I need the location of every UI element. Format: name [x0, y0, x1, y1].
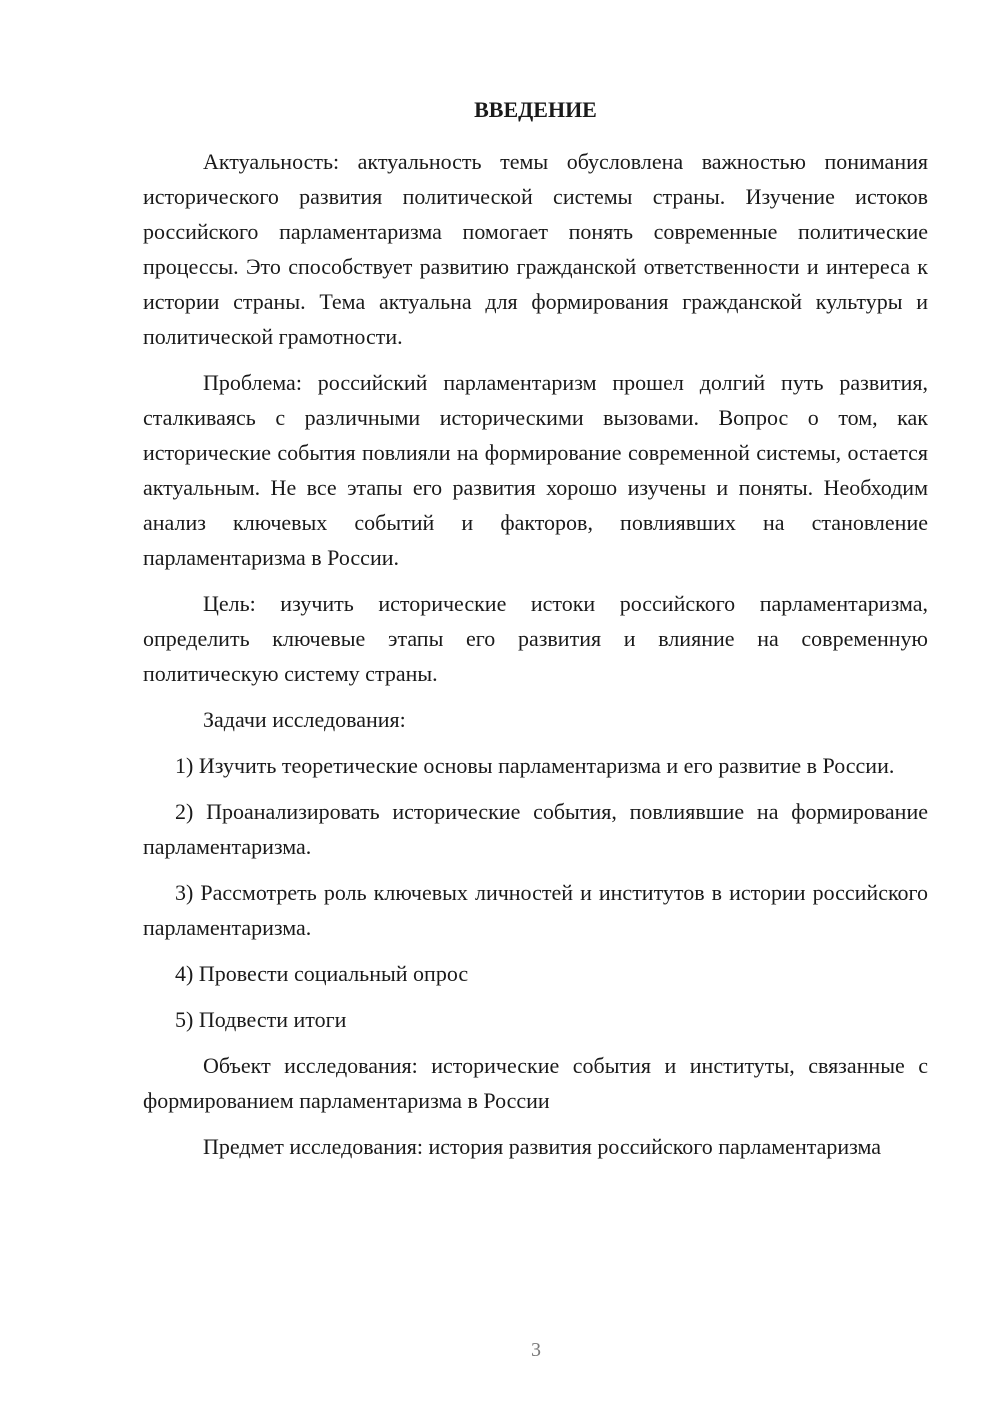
section-title: ВВЕДЕНИЕ	[474, 97, 597, 122]
page-content	[143, 94, 928, 1175]
paragraph-object: Объект исследования: исторические события и институты, связанные с формированием парламентаризма в России	[143, 1053, 928, 1113]
task-item-5: 5) Подвести итоги	[175, 1007, 347, 1032]
task-item-2: 2) Проанализировать исторические события, повлиявшие на формирование парламентаризма.	[143, 799, 928, 859]
paragraph-problem: Проблема: российский парламентаризм прошел долгий путь развития, сталкиваясь с различными историческими вызовами. Вопрос о том, как исторические события повлияли на формирование современной системы, остается актуальным. Не все этапы его развития хорошо изучены и поняты. Необходим анализ ключевых событий и факторов, повлиявших на становление парламентаризма в России.	[143, 370, 928, 570]
paragraph-subject: Предмет исследования: история развития российского парламентаризма	[203, 1134, 882, 1159]
page-number: 3	[531, 1339, 541, 1361]
paragraph-goal: Цель: изучить исторические истоки российского парламентаризма, определить ключевые этапы его развития и влияние на современную политическую систему страны.	[143, 591, 928, 686]
task-item-4: 4) Провести социальный опрос	[175, 961, 469, 986]
task-item-1: 1) Изучить теоретические основы парламентаризма и его развитие в России.	[175, 753, 895, 778]
paragraph-relevance: Актуальность: актуальность темы обусловлена важностью понимания исторического развития политической системы страны. Изучение истоков российского парламентаризма помогает понять современные политические процессы. Это способствует развитию гражданской ответственности и интереса к истории страны. Тема актуальна для формирования гражданской культуры и политической грамотности.	[143, 149, 928, 349]
tasks-heading: Задачи исследования:	[203, 707, 406, 732]
task-item-3: 3) Рассмотреть роль ключевых личностей и институтов в истории российского парламентаризма.	[143, 880, 928, 940]
